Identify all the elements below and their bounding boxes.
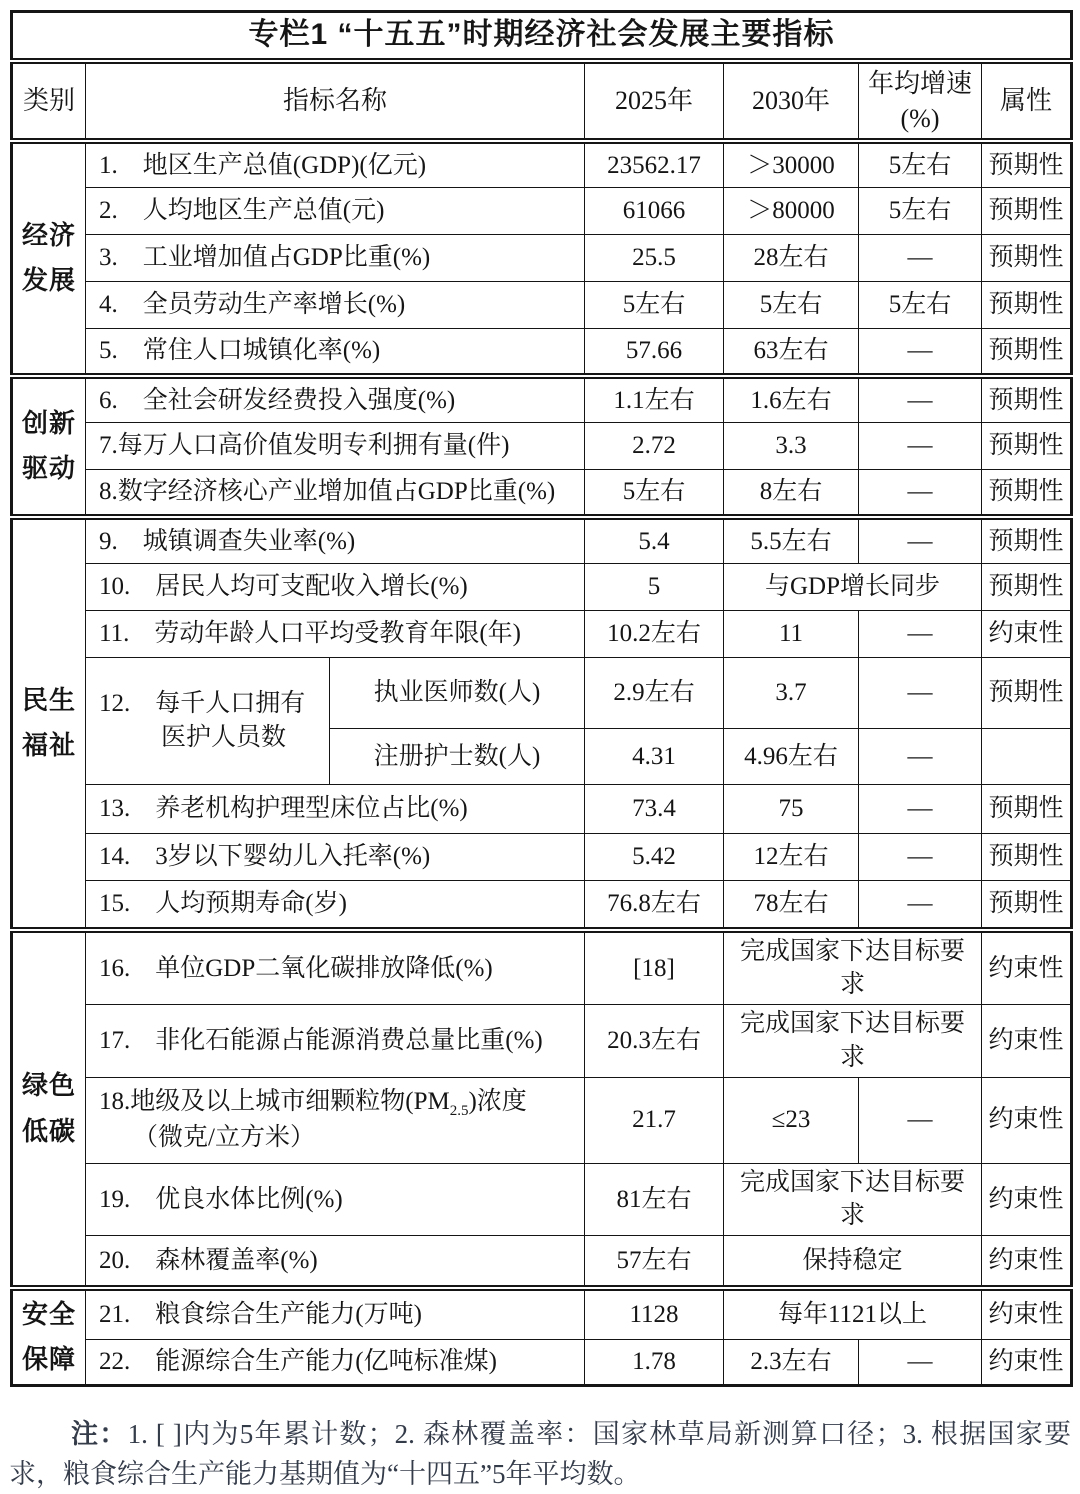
attribute-value: 预期性: [982, 658, 1072, 729]
value-2030: 8左右: [724, 470, 859, 517]
indicator-name: 14. 3岁以下婴幼儿入托率(%): [86, 834, 585, 881]
value-growth: —: [859, 235, 982, 282]
indicator-name: 19. 优良水体比例(%): [86, 1163, 585, 1236]
indicator-18-line2: （微克/立方米）: [133, 1124, 315, 1152]
value-growth: —: [859, 470, 982, 517]
table-row-2: [12, 188, 1072, 235]
column-header-attribute: 属性: [982, 61, 1072, 141]
value-2025: 1128: [585, 1288, 724, 1340]
attribute-value: 预期性: [982, 881, 1072, 930]
value-2025: 2.72: [585, 423, 724, 470]
value-2025: 73.4: [585, 785, 724, 834]
value-2030: 4.96左右: [724, 729, 859, 785]
value-2030: 11: [724, 611, 859, 658]
column-header-category: 类别: [12, 61, 86, 141]
attribute-value: [982, 729, 1072, 785]
table-row-22: [12, 1340, 1072, 1386]
value-2025: 81左右: [585, 1163, 724, 1236]
value-2025: 10.2左右: [585, 611, 724, 658]
value-growth: —: [859, 658, 982, 729]
value-2030: ＞30000: [724, 141, 859, 188]
value-2025: 1.1左右: [585, 376, 724, 423]
indicator-name-18: [86, 1077, 585, 1163]
indicator-name: 22. 能源综合生产能力(亿吨标准煤): [86, 1340, 585, 1386]
attribute-value: 约束性: [982, 1163, 1072, 1236]
value-growth: 5左右: [859, 141, 982, 188]
column-header-2025: 2025年: [585, 61, 724, 141]
table-row-11: [12, 611, 1072, 658]
attribute-value: 预期性: [982, 564, 1072, 611]
value-2030: 63左右: [724, 329, 859, 376]
attribute-value: 预期性: [982, 188, 1072, 235]
value-2030: 2.3左右: [724, 1340, 859, 1386]
attribute-value: 约束性: [982, 930, 1072, 1005]
indicator-name: 20. 森林覆盖率(%): [86, 1236, 585, 1288]
value-growth: —: [859, 611, 982, 658]
value-2030: 3.7: [724, 658, 859, 729]
sub-indicator-name: 注册护士数(人): [330, 729, 585, 785]
table-row-5: [12, 329, 1072, 376]
value-growth: —: [859, 423, 982, 470]
column-header-indicator: 指标名称: [86, 61, 585, 141]
table-row-7: [12, 423, 1072, 470]
value-2025: 5左右: [585, 282, 724, 329]
indicator-18-subscript: 2.5: [449, 1103, 469, 1120]
value-2025: 21.7: [585, 1077, 724, 1163]
indicator-12-line1: 12. 每千人口拥有: [99, 690, 306, 718]
value-2025: [18]: [585, 930, 724, 1005]
table-row-15: [12, 881, 1072, 930]
table-row-18: [12, 1077, 1072, 1163]
header-row: [12, 61, 1072, 141]
attribute-value: 约束性: [982, 1340, 1072, 1386]
attribute-value: 约束性: [982, 1005, 1072, 1078]
indicator-name: 1. 地区生产总值(GDP)(亿元): [86, 141, 585, 188]
attribute-value: 预期性: [982, 423, 1072, 470]
attribute-value: 预期性: [982, 235, 1072, 282]
value-2030-growth-merged: 完成国家下达目标要求: [724, 1005, 982, 1078]
value-2025: 76.8左右: [585, 881, 724, 930]
note-label: 注：: [71, 1419, 128, 1450]
table-row-20: [12, 1236, 1072, 1288]
title-row: [12, 12, 1072, 61]
indicator-12-line2: 医护人员数: [161, 724, 287, 752]
table-row-10: [12, 564, 1072, 611]
value-2030-growth-merged: 完成国家下达目标要求: [724, 1163, 982, 1236]
category-security-guarantee: 安全保障: [12, 1288, 86, 1386]
value-2030-growth-merged: 保持稳定: [724, 1236, 982, 1288]
value-growth: —: [859, 376, 982, 423]
attribute-value: 预期性: [982, 785, 1072, 834]
value-2030: 28左右: [724, 235, 859, 282]
attribute-value: 预期性: [982, 141, 1072, 188]
attribute-value: 预期性: [982, 329, 1072, 376]
value-growth: —: [859, 1077, 982, 1163]
table-row-8: [12, 470, 1072, 517]
column-header-2030: 2030年: [724, 61, 859, 141]
value-2030-growth-merged: 与GDP增长同步: [724, 564, 982, 611]
value-2030: 5.5左右: [724, 517, 859, 564]
indicator-name: 4. 全员劳动生产率增长(%): [86, 282, 585, 329]
value-2030: 3.3: [724, 423, 859, 470]
indicator-name: 8.数字经济核心产业增加值占GDP比重(%): [86, 470, 585, 517]
value-2030: 12左右: [724, 834, 859, 881]
attribute-value: 约束性: [982, 611, 1072, 658]
indicator-name-group-12: [86, 658, 330, 785]
value-growth: —: [859, 329, 982, 376]
table-title: 专栏1 “十五五”时期经济社会发展主要指标: [12, 12, 1072, 61]
value-2025: 5: [585, 564, 724, 611]
value-growth: —: [859, 1340, 982, 1386]
value-2030: 1.6左右: [724, 376, 859, 423]
indicator-18-prefix: 18.地级及以上城市细颗粒物(PM: [99, 1088, 450, 1116]
value-2025: 5.4: [585, 517, 724, 564]
table-note: [9, 1414, 1071, 1494]
indicators-table: [10, 10, 1073, 1387]
indicator-18-suffix: )浓度: [468, 1088, 527, 1116]
indicator-name: 3. 工业增加值占GDP比重(%): [86, 235, 585, 282]
value-growth: 5左右: [859, 282, 982, 329]
attribute-value: 预期性: [982, 834, 1072, 881]
value-growth: —: [859, 517, 982, 564]
value-2025: 57.66: [585, 329, 724, 376]
table-row-12-doctor: [12, 658, 1072, 729]
table-row-16: [12, 930, 1072, 1005]
table-row-6: [12, 376, 1072, 423]
table-row-13: [12, 785, 1072, 834]
value-growth: —: [859, 729, 982, 785]
value-2030: 75: [724, 785, 859, 834]
sub-indicator-name: 执业医师数(人): [330, 658, 585, 729]
indicator-name: 5. 常住人口城镇化率(%): [86, 329, 585, 376]
indicator-name: 16. 单位GDP二氧化碳排放降低(%): [86, 930, 585, 1005]
value-2025: 25.5: [585, 235, 724, 282]
indicator-name: 13. 养老机构护理型床位占比(%): [86, 785, 585, 834]
attribute-value: 预期性: [982, 376, 1072, 423]
value-2025: 2.9左右: [585, 658, 724, 729]
value-2025: 23562.17: [585, 141, 724, 188]
value-growth: 5左右: [859, 188, 982, 235]
value-growth: —: [859, 881, 982, 930]
category-green-low-carbon: 绿色低碳: [12, 930, 86, 1288]
attribute-value: 预期性: [982, 517, 1072, 564]
value-2025: 5左右: [585, 470, 724, 517]
table-row-14: [12, 834, 1072, 881]
column-header-growth: 年均增速(%): [859, 61, 982, 141]
note-text: 1. [ ]内为5年累计数；2. 森林覆盖率：国家林草局新测算口径；3. 根据国家要求，粮食综合生产能力基期值为“十四五”5年平均数。: [9, 1419, 1072, 1490]
indicator-name: 11. 劳动年龄人口平均受教育年限(年): [86, 611, 585, 658]
indicator-name: 10. 居民人均可支配收入增长(%): [86, 564, 585, 611]
attribute-value: 约束性: [982, 1236, 1072, 1288]
table-row-4: [12, 282, 1072, 329]
table-row-9: [12, 517, 1072, 564]
indicator-name: 17. 非化石能源占能源消费总量比重(%): [86, 1005, 585, 1078]
table-row-17: [12, 1005, 1072, 1078]
value-2030: ≤23: [724, 1077, 859, 1163]
table-row-21: [12, 1288, 1072, 1340]
indicator-name: 21. 粮食综合生产能力(万吨): [86, 1288, 585, 1340]
category-innovation-driven: 创新驱动: [12, 376, 86, 517]
indicator-name: 2. 人均地区生产总值(元): [86, 188, 585, 235]
category-livelihood-wellbeing: 民生福祉: [12, 517, 86, 930]
value-2025: 1.78: [585, 1340, 724, 1386]
value-2025: 20.3左右: [585, 1005, 724, 1078]
indicator-name: 9. 城镇调查失业率(%): [86, 517, 585, 564]
indicator-name: 6. 全社会研发经费投入强度(%): [86, 376, 585, 423]
value-2030-growth-merged: 完成国家下达目标要求: [724, 930, 982, 1005]
attribute-value: 预期性: [982, 470, 1072, 517]
attribute-value: 约束性: [982, 1077, 1072, 1163]
value-growth: —: [859, 785, 982, 834]
value-2030: 5左右: [724, 282, 859, 329]
table-row-1: [12, 141, 1072, 188]
value-growth: —: [859, 834, 982, 881]
indicator-name: 7.每万人口高价值发明专利拥有量(件): [86, 423, 585, 470]
value-2030-growth-merged: 每年1121以上: [724, 1288, 982, 1340]
attribute-value: 预期性: [982, 282, 1072, 329]
table-row-3: [12, 235, 1072, 282]
category-economic-development: 经济发展: [12, 141, 86, 376]
attribute-value: 约束性: [982, 1288, 1072, 1340]
value-2025: 57左右: [585, 1236, 724, 1288]
value-2025: 5.42: [585, 834, 724, 881]
table-row-19: [12, 1163, 1072, 1236]
value-2025: 4.31: [585, 729, 724, 785]
indicator-name: 15. 人均预期寿命(岁): [86, 881, 585, 930]
value-2030: 78左右: [724, 881, 859, 930]
value-2030: ＞80000: [724, 188, 859, 235]
value-2025: 61066: [585, 188, 724, 235]
